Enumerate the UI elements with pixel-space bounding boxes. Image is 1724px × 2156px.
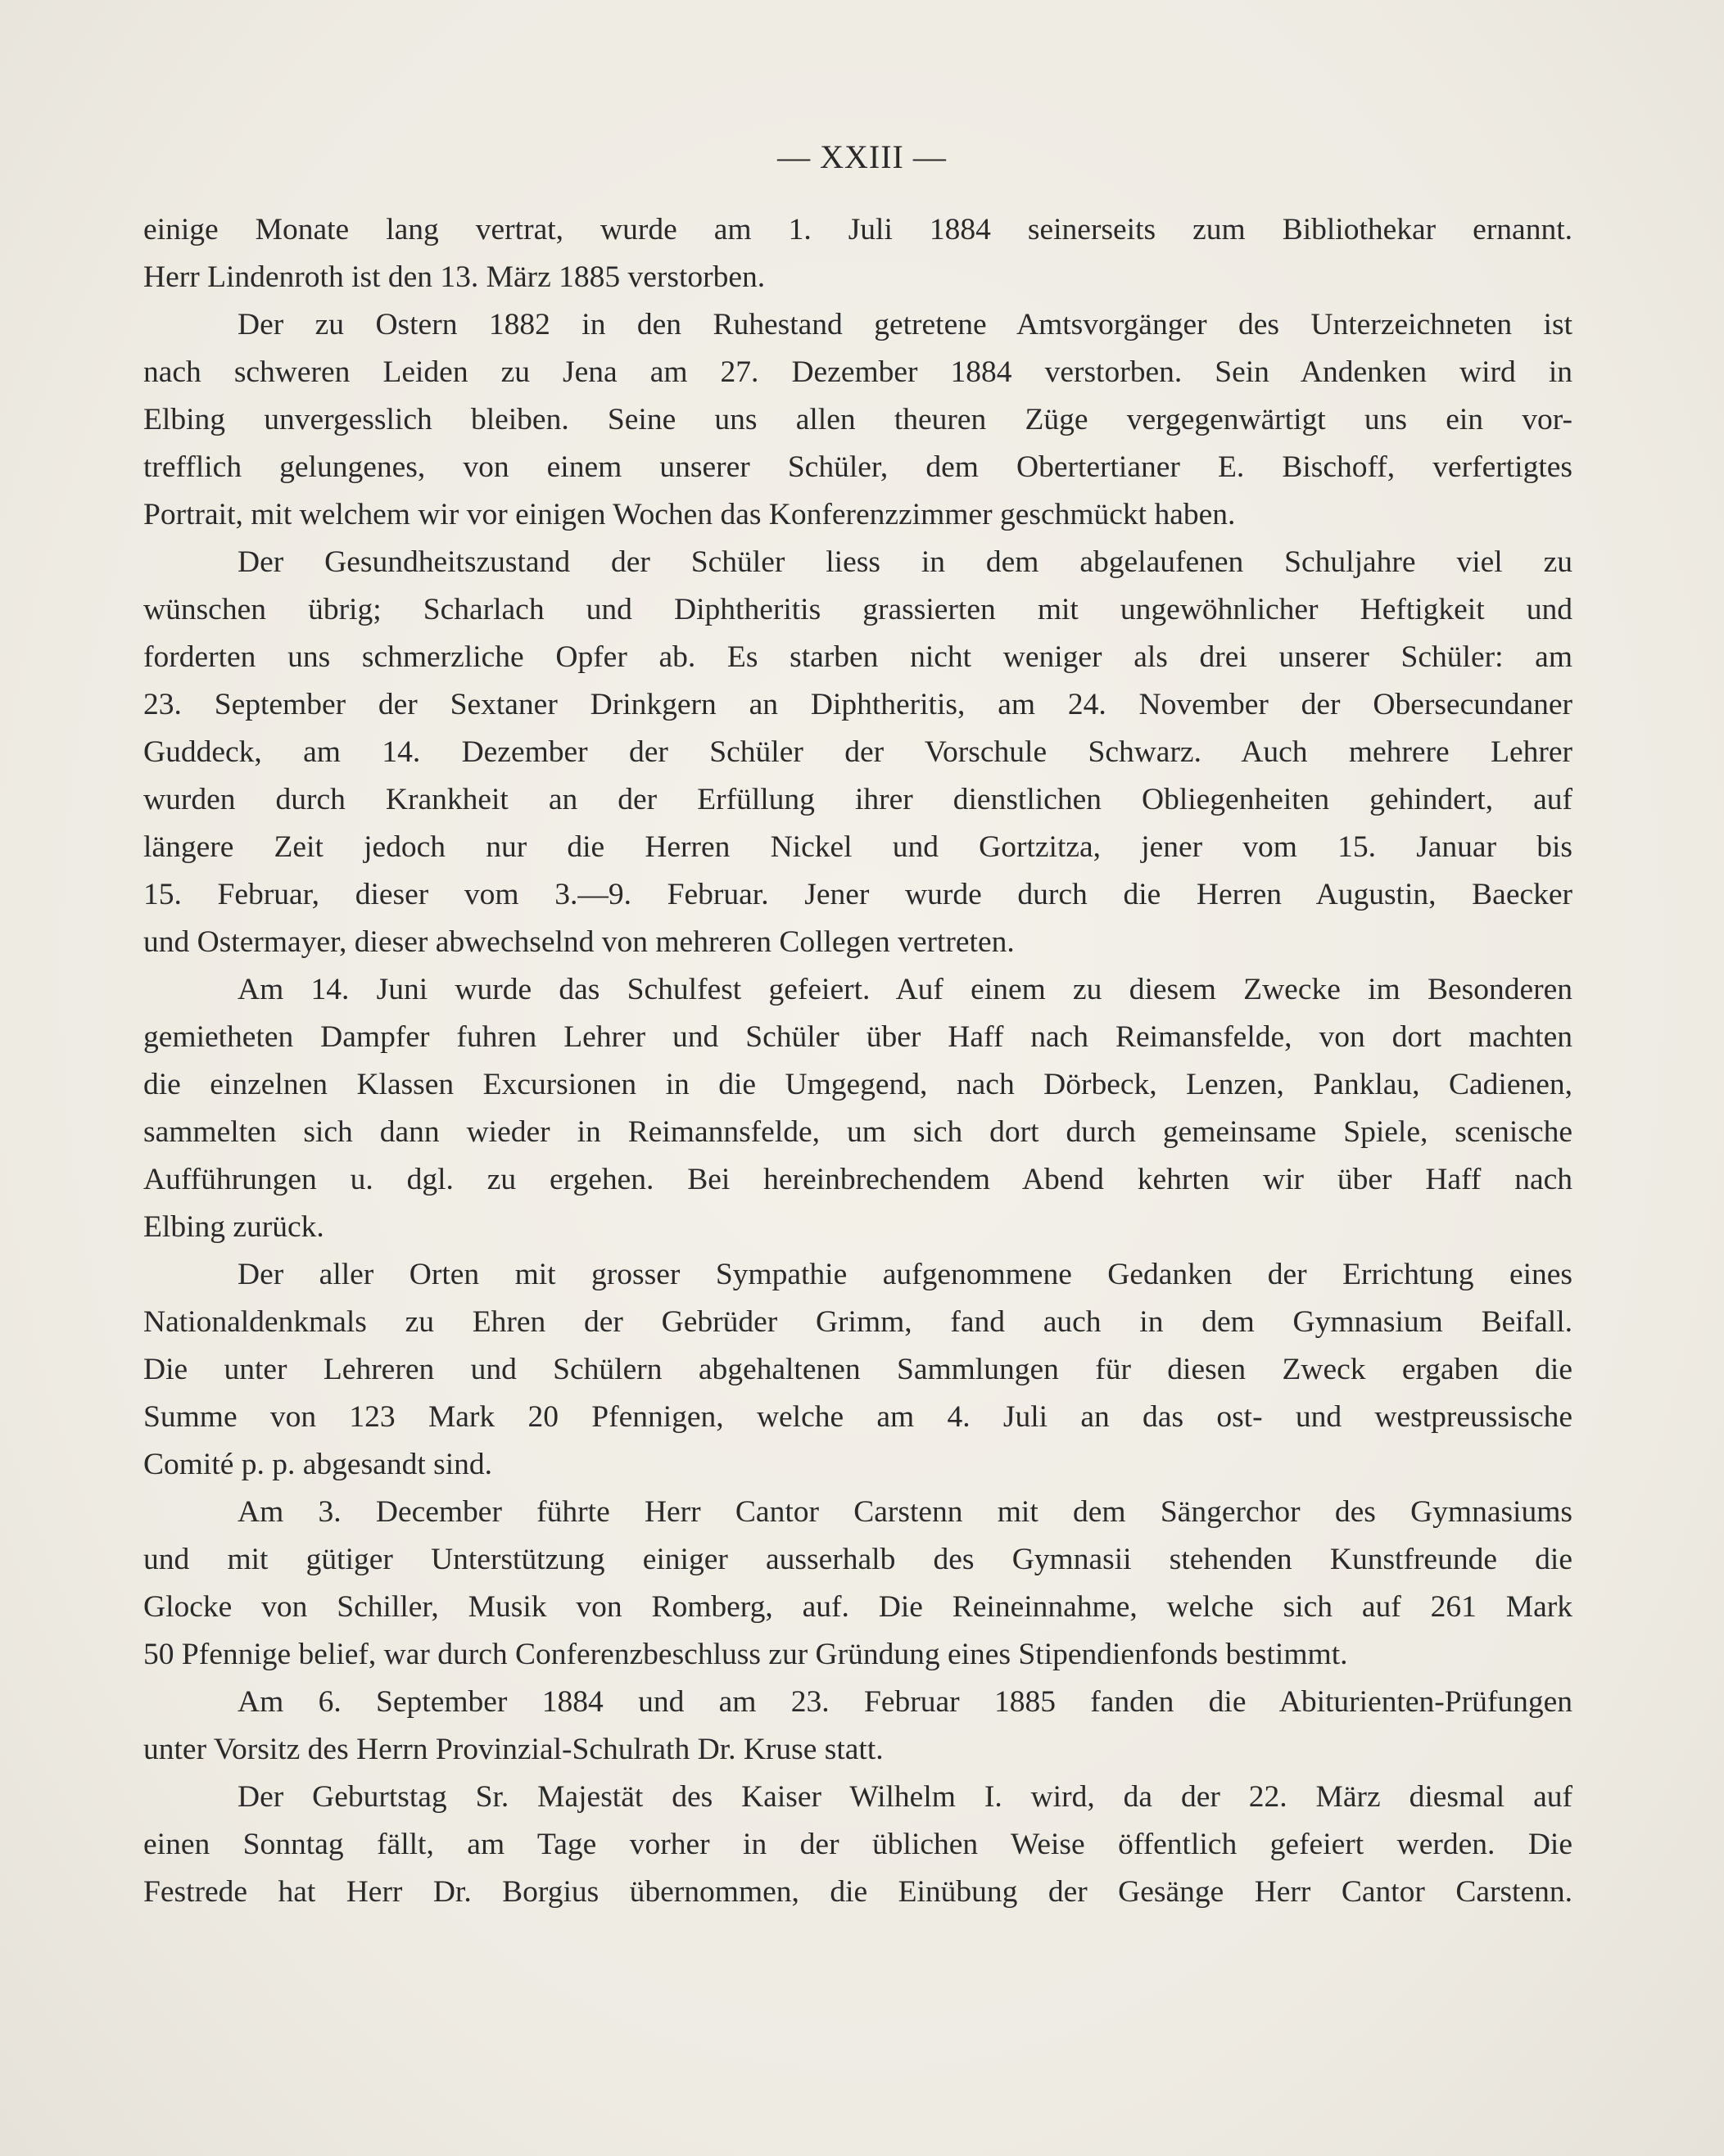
text-line: Am 3. December führte Herr Cantor Carstenn mit dem Sängerchor des Gymnasiums — [238, 1495, 1572, 1529]
text-line: Aufführungen u. dgl. zu ergehen. Bei hereinbrechendem Abend kehrten wir über Haff nach — [143, 1163, 1572, 1196]
text-line: Elbing zurück. — [143, 1210, 324, 1244]
text-line: 50 Pfennige belief, war durch Conferenzbeschluss zur Gründung eines Stipendienfonds bestimmt. — [143, 1638, 1348, 1671]
text-line: die einzelnen Klassen Excursionen in die Umgegend, nach Dörbeck, Lenzen, Panklau, Cadienen, — [143, 1068, 1572, 1101]
text-line: Guddeck, am 14. Dezember der Schüler der Vorschule Schwarz. Auch mehrere Lehrer — [143, 735, 1572, 769]
text-line: Der zu Ostern 1882 in den Ruhestand getretene Amtsvorgänger des Unterzeichneten ist — [238, 308, 1572, 341]
text-line: Summe von 123 Mark 20 Pfennigen, welche am 4. Juli an das ost- und westpreussische — [143, 1400, 1572, 1434]
text-line: Nationaldenkmals zu Ehren der Gebrüder Grimm, fand auch in dem Gymnasium Beifall. — [143, 1305, 1572, 1339]
text-line: 23. September der Sextaner Drinkgern an Diphtheritis, am 24. November der Obersecundaner — [143, 688, 1572, 721]
text-line: und Ostermayer, dieser abwechselnd von mehreren Collegen vertreten. — [143, 925, 1015, 959]
text-line: nach schweren Leiden zu Jena am 27. Dezember 1884 verstorben. Sein Andenken wird in — [143, 355, 1572, 389]
text-line: Portrait, mit welchem wir vor einigen Wochen das Konferenzzimmer geschmückt haben. — [143, 498, 1236, 531]
text-line: Herr Lindenroth ist den 13. März 1885 verstorben. — [143, 260, 766, 294]
text-line: einige Monate lang vertrat, wurde am 1. Juli 1884 seinerseits zum Bibliothekar ernannt. — [143, 213, 1572, 246]
text-line: Elbing unvergesslich bleiben. Seine uns allen theuren Züge vergegenwärtigt uns ein vor- — [143, 403, 1572, 436]
page-number-header: — XXIII — — [777, 138, 947, 175]
text-line: Die unter Lehreren und Schülern abgehaltenen Sammlungen für diesen Zweck ergaben die — [143, 1353, 1572, 1386]
text-line: forderten uns schmerzliche Opfer ab. Es starben nicht weniger als drei unserer Schüler: am — [143, 640, 1572, 674]
text-line: trefflich gelungenes, von einem unserer Schüler, dem Obertertianer E. Bischoff, verfertigtes — [143, 450, 1572, 484]
text-line: Comité p. p. abgesandt sind. — [143, 1448, 492, 1481]
text-line: Der Gesundheitszustand der Schüler liess in dem abgelaufenen Schuljahre viel zu — [238, 545, 1572, 579]
text-line: wünschen übrig; Scharlach und Diphtheritis grassierten mit ungewöhnlicher Heftigkeit und — [143, 593, 1572, 626]
text-line: wurden durch Krankheit an der Erfüllung ihrer dienstlichen Obliegenheiten gehindert, auf — [143, 783, 1572, 816]
text-line: Der Geburtstag Sr. Majestät des Kaiser Wilhelm I. wird, da der 22. März diesmal auf — [238, 1780, 1572, 1814]
text-line: Am 14. Juni wurde das Schulfest gefeiert. Auf einem zu diesem Zwecke im Besonderen — [238, 973, 1572, 1006]
text-line: Am 6. September 1884 und am 23. Februar 1885 fanden die Abiturienten-Prüfungen — [238, 1685, 1572, 1719]
text-line: gemietheten Dampfer fuhren Lehrer und Schüler über Haff nach Reimansfelde, von dort machten — [143, 1020, 1572, 1054]
text-line: unter Vorsitz des Herrn Provinzial-Schulrath Dr. Kruse statt. — [143, 1733, 884, 1766]
text-line: Glocke von Schiller, Musik von Romberg, auf. Die Reineinnahme, welche sich auf 261 Mark — [143, 1590, 1572, 1624]
text-line: längere Zeit jedoch nur die Herren Nickel und Gortzitza, jener vom 15. Januar bis — [143, 830, 1572, 864]
text-line: 15. Februar, dieser vom 3.—9. Februar. Jener wurde durch die Herren Augustin, Baecker — [143, 878, 1572, 911]
text-line: sammelten sich dann wieder in Reimannsfelde, um sich dort durch gemeinsame Spiele, scenische — [143, 1115, 1572, 1149]
body-text — [143, 206, 1572, 1916]
text-line: Der aller Orten mit grosser Sympathie aufgenommene Gedanken der Errichtung eines — [238, 1258, 1572, 1291]
text-line: einen Sonntag fällt, am Tage vorher in der üblichen Weise öffentlich gefeiert werden. Die — [143, 1828, 1572, 1861]
text-line: und mit gütiger Unterstützung einiger ausserhalb des Gymnasii stehenden Kunstfreunde die — [143, 1543, 1572, 1576]
text-line: Festrede hat Herr Dr. Borgius übernommen, die Einübung der Gesänge Herr Cantor Carstenn. — [143, 1875, 1572, 1909]
